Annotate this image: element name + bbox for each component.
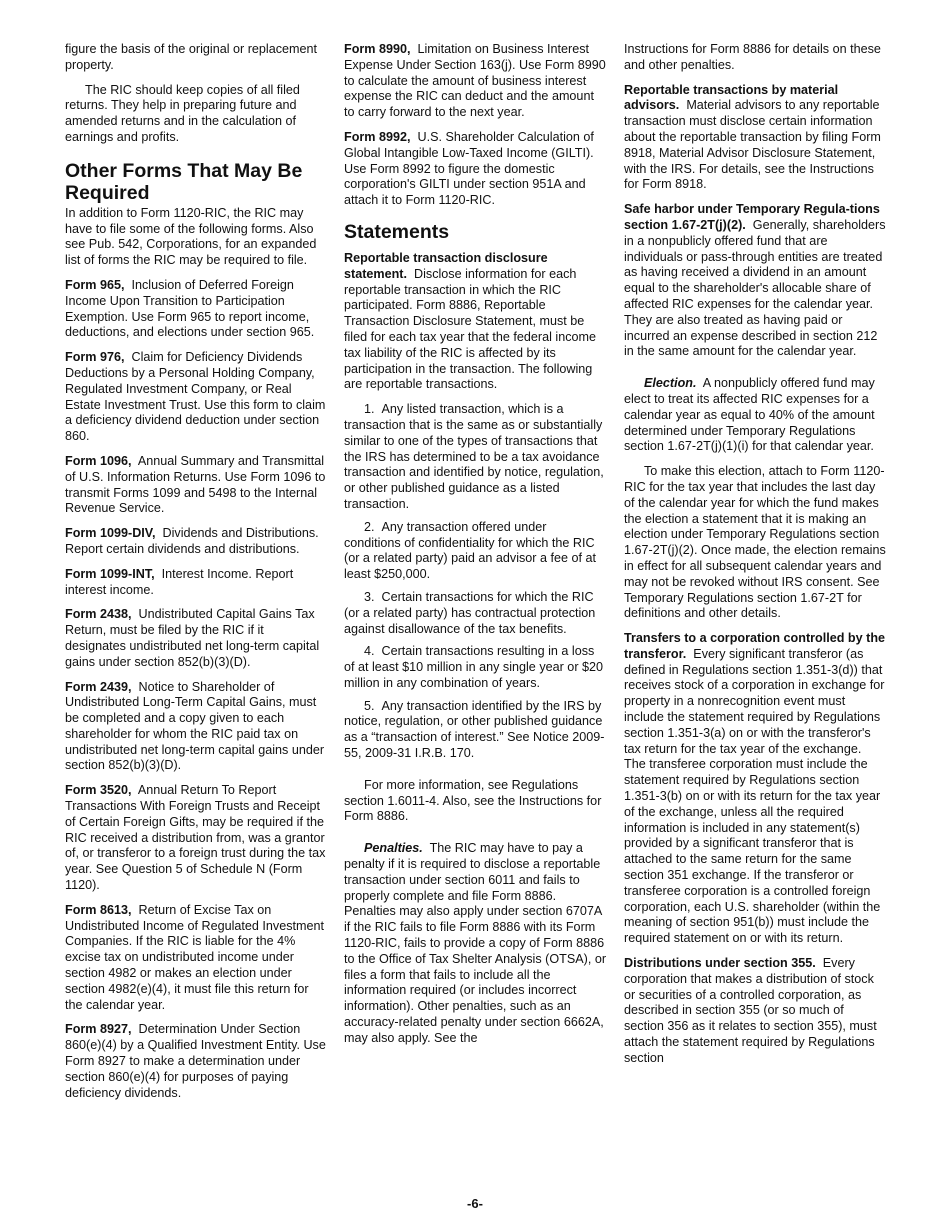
form-description: Determination Under Section 860(e)(4) by a Qualified Investment Entity. Use Form 8927 to make a determination under section 860(e)(4) for purposes of paying deficiency dividends. — [65, 1022, 326, 1100]
form-entry-2439 — [65, 680, 327, 775]
form-description: Inclusion of Deferred Foreign Income Upon Transition to Participation Exemption. Use Form 965 to report income, deductions, and elections under section 965. — [65, 277, 315, 340]
run-in-heading: Distributions under section 355. — [624, 956, 816, 971]
list-item: 5. Any transaction identified by the IRS by notice, regulation, or other published guidance as a “transaction of interest.” See Notice 2009-55, 2009-31 I.R.B. 170. — [344, 698, 605, 761]
list-item: 1. Any listed transaction, which is a transaction that is the same as or substantially similar to one of the types of transactions that the IRS has determined to be a tax avoidance transaction and identified by notice, regulation, or other published guidance as a listed transaction. — [344, 402, 604, 511]
form-name: Form 8613, — [65, 902, 132, 917]
paragraph: For more information, see Regulations section 1.6011-4. Also, see the Instructions for Form 8886. — [344, 777, 602, 824]
column-middle — [344, 42, 606, 1056]
election-paragraph — [624, 376, 886, 455]
form-description: Undistributed Capital Gains Tax Return, must be filed by the RIC if it designates undistributed net long-term capital gains under section 852(b)(3)(D). — [65, 607, 320, 669]
material-advisors-paragraph — [624, 83, 886, 194]
form-entry-8992 — [344, 130, 606, 209]
form-entry-1099-int — [65, 567, 327, 599]
column-left — [65, 42, 327, 1110]
form-name: Form 8990, — [344, 42, 411, 56]
transfers-paragraph — [624, 631, 886, 947]
paragraph-text: Every significant transferor (as defined in Regulations section 1.351-3(d)) that receives stock of a corporation in exchange for property in a nonrecognition event must include the statement required by Regulations section 1.351-3(a) on or with the transferor's tax return for the tax year of the exchange. The transferee corporation must include the statement required by Regulations section 1.351-3(b) on or with its return for the tax year of the exchange, unless all the required information is included in any statement(s) provided by a significant transferor that is attached to the same return for the same section 351 exchange. If the transferor or transferee corporation is a controlled foreign corporation, each U.S. shareholder (within the meaning of section 951(b)) must include the required statement on or with its return. — [624, 646, 885, 946]
reportable-transaction-paragraph — [344, 251, 606, 393]
page-number: -6- — [467, 1196, 483, 1211]
paragraph-text: The RIC may have to pay a penalty if it is required to disclose a reportable transaction under section 6011 and fails to properly complete and file Form 8886. Penalties may also apply under section 6707A if the RIC fails to file Form 8886 with its Form 1120-RIC, fails to provide a copy of Form 8886 to the Office of Tax Shelter Analysis (OTSA), or files a form that fails to include all the information required (or includes incorrect information). Other penalties, such as an accuracy-related penalty under section 6662A, may also apply. See the — [344, 841, 607, 1045]
run-in-heading: Penalties. — [364, 841, 423, 856]
run-in-heading: Transfers to a corporation controlled by the transferor. — [624, 631, 886, 661]
paragraph: The RIC should keep copies of all filed returns. They help in preparing future and amended returns and in the calculation of earnings and profits. — [65, 82, 300, 144]
run-in-heading: Reportable transaction disclosure statement. — [344, 250, 548, 281]
run-in-heading: Election. — [644, 376, 697, 391]
form-description: U.S. Shareholder Calculation of Global Intangible Low-Taxed Income (GILTI). Use Form 8992 to figure the domestic corporation's GILTI under section 951A and attach it to Form 1120-RIC. — [344, 129, 594, 208]
form-entry-976 — [65, 350, 327, 445]
form-entry-2438 — [65, 607, 327, 670]
form-description: Return of Excise Tax on Undistributed Income of Regulated Investment Companies. If the RIC is liable for the 4% excise tax on undistributed income under section 4982 or makes an election under section 4982(e)(4), it must file this return for the calendar year. — [65, 902, 325, 1012]
form-entry-1096 — [65, 454, 327, 517]
penalties-paragraph — [344, 841, 606, 1046]
section-heading-statements: Statements — [344, 220, 450, 243]
paragraph-text: A nonpublicly offered fund may elect to treat its affected RIC expenses for a calendar year as equal to 40% of the amount determined under Temporary Regulations section 1.67-2T(j)(1)(i) for that calendar year. — [624, 376, 875, 454]
form-name: Form 8992, — [344, 129, 411, 144]
form-description: Interest Income. Report interest income. — [65, 566, 294, 597]
form-entry-1099-div — [65, 526, 327, 558]
column-right — [624, 42, 886, 1076]
paragraph: To make this election, attach to Form 1120-RIC for the tax year that includes the last day of the calendar year for which the fund makes the election a statement that it is making an election under Temporary Regulations section 1.67-2T(j)(2). Once made, the election remains in effect for all subsequent calendar years and may not be revoked without IRS consent. See Temporary Regulations section 1.67-2T for definitions and other details. — [624, 464, 886, 621]
form-description: Claim for Deficiency Dividends Deductions by a Personal Holding Company, Regulated Investment Company, or Real Estate Investment Trust. Use this form to claim a deficiency dividend deduction under section 860. — [65, 350, 326, 444]
form-name: Form 976, — [65, 350, 125, 365]
paragraph-text: Material advisors to any reportable transaction must disclose certain information about the reportable transaction by filing Form 8918, Material Advisor Disclosure Statement, with the IRS. For details, see the Instructions for Form 8918. — [624, 98, 881, 192]
form-description: Limitation on Business Interest Expense Under Section 163(j). Use Form 8990 to calculate the amount of business interest expense the RIC can deduct and the amount to carry forward to the next year. — [344, 42, 606, 120]
paragraph: Instructions for Form 8886 for details on these and other penalties. — [624, 42, 881, 72]
paragraph-text: Disclose information for each reportable transaction in which the RIC participated. Form 8886, Reportable Transaction Disclosure Statement, must be filed for each tax year that the federal income tax liability of the RIC is affected by its participation in the transaction. The following are reportable transactions. — [344, 266, 597, 392]
safe-harbor-paragraph — [624, 202, 886, 360]
form-name: Form 2439, — [65, 679, 132, 694]
form-description: Notice to Shareholder of Undistributed Long-Term Capital Gains, must be completed and a copy given to each shareholder for whom the RIC paid tax on undistributed net long-term capital gains under section 852(b)(3)(D). — [65, 679, 325, 773]
form-description: Annual Summary and Transmittal of U.S. Information Returns. Use Form 1096 to transmit Forms 1099 and 5498 to the Internal Revenue Service. — [65, 453, 326, 516]
form-name: Form 1096, — [65, 453, 132, 468]
list-item: 4. Certain transactions resulting in a loss of at least $10 million in any single year or $20 million in any combination of years. — [344, 644, 604, 690]
form-name: Form 2438, — [65, 607, 132, 622]
form-entry-8613 — [65, 903, 327, 1014]
form-entry-8990 — [344, 42, 606, 121]
form-entry-3520 — [65, 783, 327, 894]
paragraph: In addition to Form 1120-RIC, the RIC may have to file some of the following forms. Also see Pub. 542, Corporations, for an expanded list of forms the RIC may be required to file. — [65, 205, 317, 268]
distributions-paragraph — [624, 956, 886, 1067]
paragraph-text: Generally, shareholders in a nonpublicly offered fund that are individuals or pass-through entities are treated as having received a dividend in an amount equal to the shareholder's allocable share of affected RIC expenses for the calendar year. They are also treated as having paid or incurred an expense described in section 212 in the same amount for the calendar year. — [624, 217, 886, 359]
run-in-heading: Safe harbor under Temporary Regula-tions section 1.67-2T(j)(2). — [624, 202, 880, 232]
form-name: Form 1099-INT, — [65, 566, 155, 581]
section-heading-other-forms: Other Forms That May Be Required — [65, 159, 303, 204]
form-name: Form 8927, — [65, 1022, 132, 1037]
form-description: Dividends and Distributions. Report certain dividends and distributions. — [65, 526, 319, 556]
paragraph: figure the basis of the original or replacement property. — [65, 42, 318, 72]
run-in-heading: Reportable transactions by material advisors. — [624, 82, 839, 113]
form-name: Form 965, — [65, 277, 125, 292]
paragraph-text: Every corporation that makes a distribution of stock or securities of a controlled corporation, as described in section 355 (or so much of section 356 as it relates to section 355), must attach the statement required by Regulations section — [624, 956, 877, 1065]
form-entry-965 — [65, 278, 327, 341]
form-description: Annual Return To Report Transactions With Foreign Trusts and Receipt of Certain Foreign Gifts, may be required if the RIC received a distribution from, was a grantor of, or transferor to a foreign trust during the tax year. See Question 5 of Schedule N (Form 1120). — [65, 783, 326, 893]
list-item: 2. Any transaction offered under conditions of confidentiality for which the RIC (or a related party) paid an advisor a fee of at least $250,000. — [344, 519, 597, 582]
form-name: Form 3520, — [65, 783, 132, 798]
form-name: Form 1099-DIV, — [65, 526, 156, 541]
form-entry-8927 — [65, 1022, 327, 1101]
list-item: 3. Certain transactions for which the RIC (or a related party) has contractual protection against disallowance of the tax benefits. — [344, 589, 596, 636]
